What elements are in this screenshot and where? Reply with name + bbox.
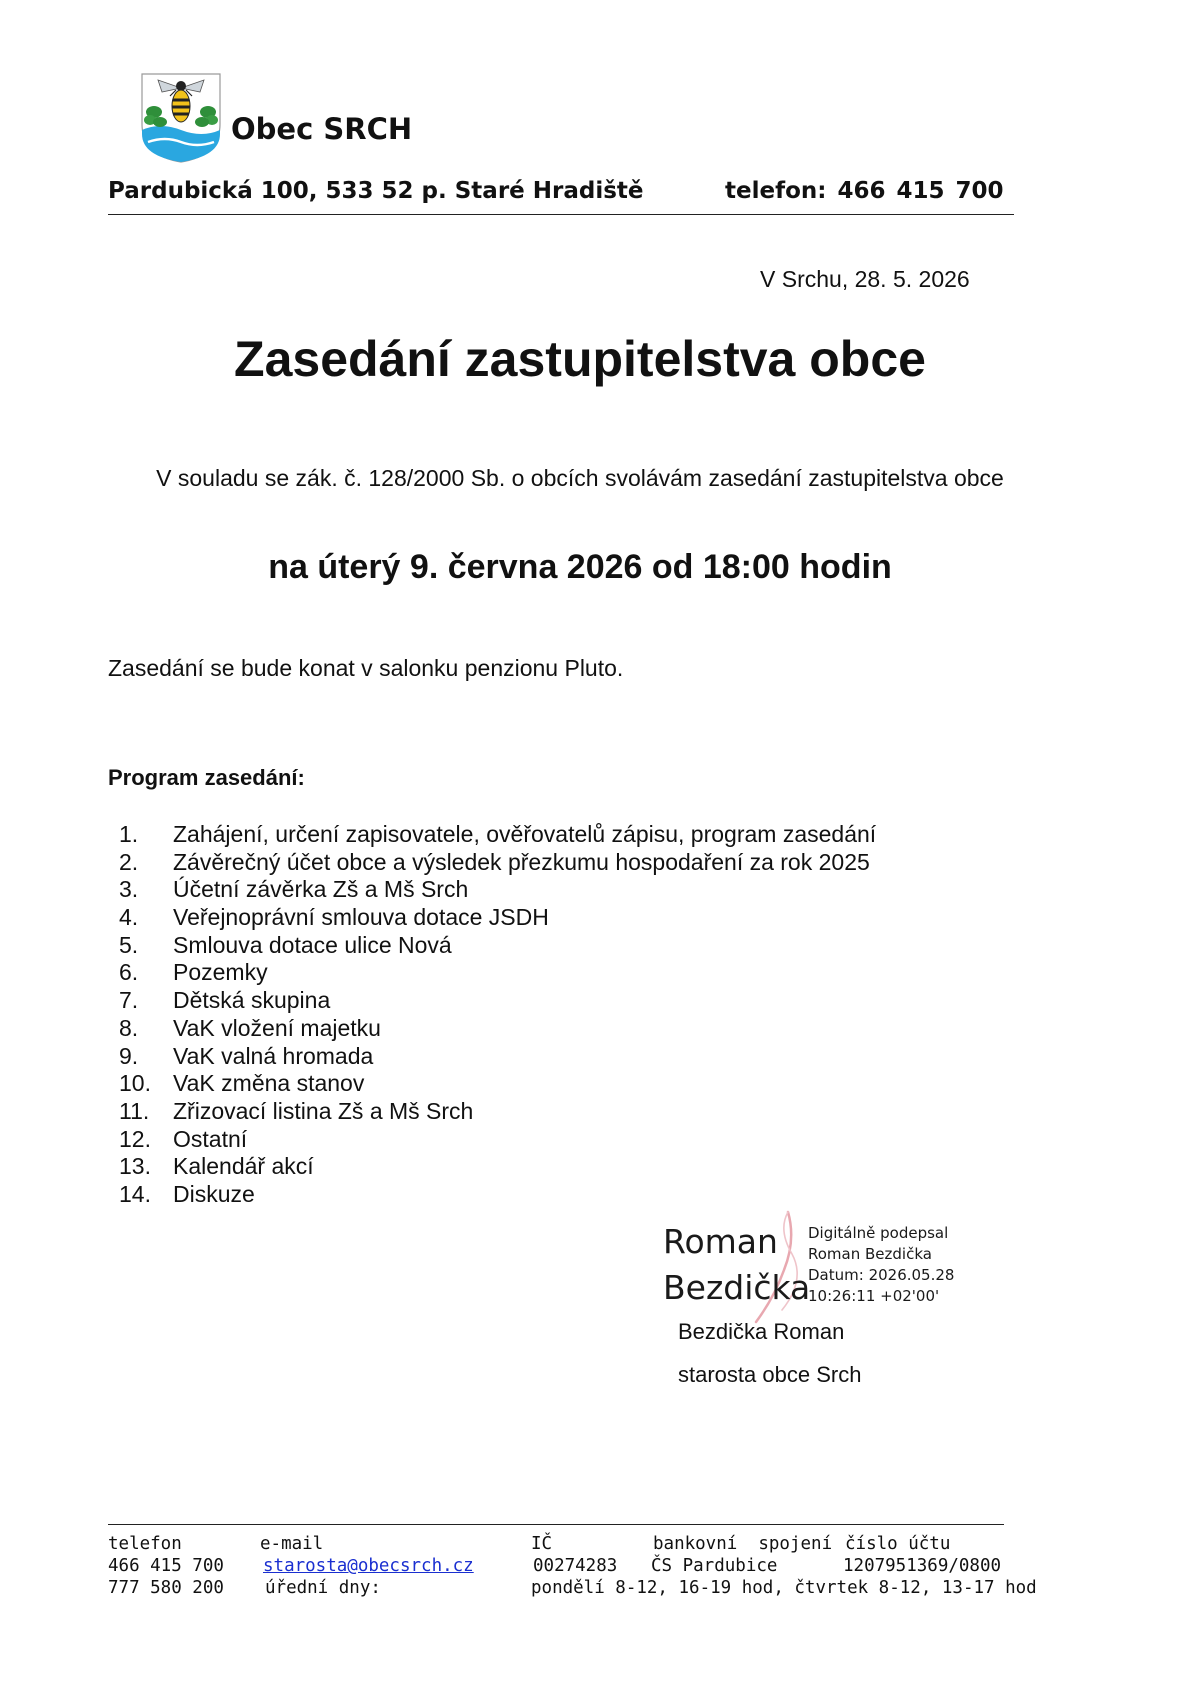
- footer-phone-secondary: 777 580 200: [108, 1578, 224, 1598]
- agenda-item: [108, 1043, 876, 1071]
- meeting-datetime: na úterý 9. června 2026 od 18:00 hodin: [268, 548, 892, 586]
- organization-address: Pardubická 100, 533 52 p. Staré Hradiště: [108, 178, 644, 204]
- agenda-item: [108, 932, 876, 960]
- signature-meta-line: Digitálně podepsal: [808, 1224, 949, 1242]
- footer-divider: [108, 1524, 1004, 1525]
- agenda-item-number: 6.: [119, 959, 139, 986]
- agenda-item: [108, 849, 876, 877]
- footer-phone-primary: 466 415 700: [108, 1556, 224, 1576]
- agenda-item: [108, 1015, 876, 1043]
- agenda-item-number: 10.: [119, 1070, 151, 1097]
- agenda-item-text: Dětská skupina: [173, 987, 331, 1014]
- agenda-item-text: Ostatní: [173, 1125, 248, 1152]
- document-date: V Srchu, 28. 5. 2026: [760, 266, 970, 292]
- agenda-item-number: 3.: [119, 876, 139, 903]
- program-heading: Program zasedání:: [108, 765, 305, 790]
- signature-meta-line: Datum: 2026.05.28: [808, 1266, 955, 1284]
- agenda-item-text: Závěrečný účet obce a výsledek přezkumu hospodaření za rok 2025: [173, 848, 870, 875]
- agenda-item-number: 1.: [119, 821, 139, 847]
- agenda-item: [108, 1181, 876, 1209]
- signer-role: starosta obce Srch: [678, 1362, 862, 1387]
- agenda-item-text: Diskuze: [173, 1180, 255, 1207]
- agenda-item-text: Pozemky: [173, 959, 268, 986]
- footer-bank-value: ČS Pardubice: [651, 1556, 778, 1576]
- letterhead-divider: [108, 214, 1014, 215]
- digital-signature-name: [663, 1219, 810, 1311]
- footer-ic-value: 00274283: [533, 1556, 618, 1576]
- agenda-item-text: Účetní závěrka Zš a Mš Srch: [173, 876, 469, 903]
- agenda-item-number: 4.: [119, 904, 139, 931]
- agenda-item-text: VaK změna stanov: [173, 1070, 365, 1097]
- agenda-item-number: 9.: [119, 1042, 139, 1069]
- footer-account-value: 1207951369/0800: [843, 1556, 1002, 1576]
- signature-first-name: Roman: [663, 1222, 778, 1261]
- intro-paragraph: V souladu se zák. č. 128/2000 Sb. o obcích svolávám zasedání zastupitelstva obce: [156, 465, 1004, 491]
- signature-meta-line: 10:26:11 +02'00': [808, 1287, 940, 1305]
- agenda-item-number: 12.: [119, 1125, 151, 1152]
- agenda-item-text: Veřejnoprávní smlouva dotace JSDH: [173, 904, 549, 931]
- agenda-item: [108, 1153, 876, 1181]
- agenda-item: [108, 876, 876, 904]
- organization-name: Obec SRCH: [231, 112, 413, 146]
- agenda-item-number: 5.: [119, 931, 139, 958]
- agenda-item: [108, 959, 876, 987]
- signature-meta-line: Roman Bezdička: [808, 1245, 932, 1263]
- document-title: Zasedání zastupitelstva obce: [234, 331, 926, 387]
- agenda-item: [108, 1070, 876, 1098]
- agenda-item-number: 7.: [119, 987, 139, 1014]
- agenda-item-number: 13.: [119, 1153, 151, 1180]
- municipal-coat-of-arms-hornet-icon: [140, 72, 222, 164]
- footer-office-hours-label: úřední dny:: [265, 1578, 381, 1598]
- meeting-venue: Zasedání se bude konat v salonku penzionu Pluto.: [108, 655, 624, 681]
- footer-label-bank: bankovní spojení: [653, 1534, 833, 1554]
- footer-label-account: číslo účtu: [845, 1534, 951, 1554]
- organization-phone: telefon: 466 415 700: [725, 178, 1004, 204]
- agenda-item: [108, 904, 876, 932]
- footer-email-link[interactable]: starosta@obecsrch.cz: [263, 1556, 474, 1576]
- agenda-item-text: VaK valná hromada: [173, 1042, 374, 1069]
- footer-office-hours: pondělí 8-12, 16-19 hod, čtvrtek 8-12, 13-17 hod: [531, 1578, 1037, 1598]
- agenda-item-number: 2.: [119, 848, 139, 875]
- agenda-item-text: Kalendář akcí: [173, 1153, 314, 1180]
- agenda-item-text: Zahájení, určení zapisovatele, ověřovatelů zápisu, program zasedání: [173, 821, 877, 847]
- agenda-item: [108, 1098, 876, 1126]
- signature-last-name: Bezdička: [663, 1268, 811, 1307]
- agenda-item: [108, 987, 876, 1015]
- agenda-item-text: VaK vložení majetku: [173, 1014, 381, 1041]
- footer-label-phone: telefon: [108, 1534, 182, 1554]
- agenda-list: [108, 821, 876, 1209]
- digital-signature-details: [808, 1223, 954, 1307]
- agenda-item-text: Zřizovací listina Zš a Mš Srch: [173, 1097, 474, 1124]
- agenda-item-number: 11.: [119, 1097, 150, 1124]
- signer-name: Bezdička Roman: [678, 1319, 845, 1344]
- agenda-item: [108, 821, 876, 849]
- agenda-item-text: Smlouva dotace ulice Nová: [173, 931, 452, 958]
- footer-label-email: e-mail: [260, 1534, 324, 1554]
- agenda-item: [108, 1126, 876, 1154]
- agenda-item-number: 8.: [119, 1014, 139, 1041]
- footer-label-ic: IČ: [531, 1534, 553, 1554]
- agenda-item-number: 14.: [119, 1180, 151, 1207]
